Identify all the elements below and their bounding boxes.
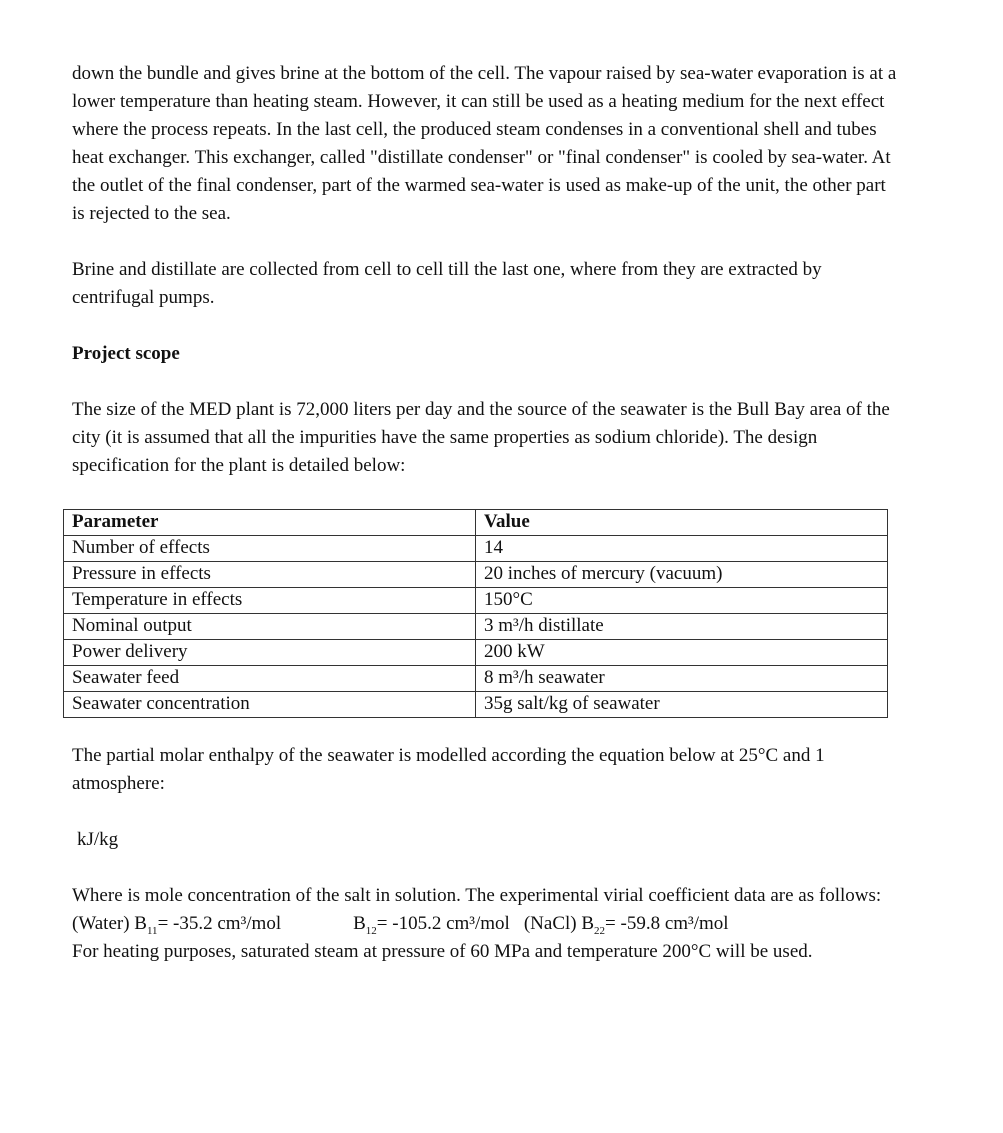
row-value: 35g salt/kg of seawater [476, 692, 888, 718]
row-parameter: Number of effects [64, 536, 476, 562]
b22-subscript: 22 [594, 924, 606, 937]
row-value: 20 inches of mercury (vacuum) [476, 562, 888, 588]
virial-coefficients-line [72, 910, 902, 938]
paragraph-med-process: down the bundle and gives brine at the bottom of the cell. The vapour raised by sea-water evaporation is at a lower temperature than heating steam. However, it can still be used as a heating medium for the next effect where the process repeats. In the last cell, the produced steam condenses in a conventional shell and tubes heat exchanger. This exchanger, called "distillate condenser" or "final condenser" is cooled by sea-water. At the outlet of the final condenser, part of the warmed sea-water is used as make-up of the unit, the other part is rejected to the sea. [72, 63, 897, 224]
row-value: 200 kW [476, 640, 888, 666]
row-value: 3 m³/h distillate [476, 614, 888, 640]
b12-subscript: 12 [365, 924, 377, 937]
row-parameter: Seawater concentration [64, 692, 476, 718]
paragraph-partial-molar-enthalpy: The partial molar enthalpy of the seawater is modelled according the equation below at 25°C and 1 atmosphere: [72, 745, 825, 794]
b11-subscript: 11 [146, 924, 158, 937]
table-header-row [64, 510, 888, 536]
table-row [64, 640, 888, 666]
b11-value: = -35.2 cm³/mol [157, 913, 282, 934]
table-row [64, 614, 888, 640]
paragraph-plant-size: The size of the MED plant is 72,000 liters per day and the source of the seawater is the Bull Bay area of the city (it is assumed that all the impurities have the same properties as sodium chloride). The design specification for the plant is detailed below: [72, 399, 890, 476]
document-body-continued [72, 742, 902, 966]
paragraph-virial-intro: Where is mole concentration of the salt in solution. The experimental virial coefficient data are as follows: [72, 885, 882, 906]
header-parameter: Parameter [64, 510, 476, 536]
table-row [64, 666, 888, 692]
row-parameter: Power delivery [64, 640, 476, 666]
row-value: 14 [476, 536, 888, 562]
equation-units: kJ/kg [77, 829, 119, 850]
table-row [64, 692, 888, 718]
row-value: 8 m³/h seawater [476, 666, 888, 692]
table-row [64, 588, 888, 614]
nacl-coefficient-label: (NaCl) B [523, 913, 595, 934]
water-coefficient-label: (Water) B [72, 913, 147, 934]
row-parameter: Pressure in effects [64, 562, 476, 588]
document-body [72, 60, 902, 480]
paragraph-heating-steam: For heating purposes, saturated steam at pressure of 60 MPa and temperature 200°C will be used. [72, 941, 813, 962]
row-parameter: Temperature in effects [64, 588, 476, 614]
b12-value: = -105.2 cm³/mol [376, 913, 510, 934]
section-heading-project-scope: Project scope [72, 343, 180, 364]
b12-label: B [353, 913, 366, 934]
row-parameter: Nominal output [64, 614, 476, 640]
row-value: 150°C [476, 588, 888, 614]
table-row [64, 562, 888, 588]
table-row [64, 536, 888, 562]
design-specification-table [63, 509, 888, 718]
b22-value: = -59.8 cm³/mol [605, 913, 729, 934]
row-parameter: Seawater feed [64, 666, 476, 692]
header-value: Value [476, 510, 888, 536]
paragraph-brine-collection: Brine and distillate are collected from cell to cell till the last one, where from they are extracted by centrifugal pumps. [72, 259, 822, 308]
